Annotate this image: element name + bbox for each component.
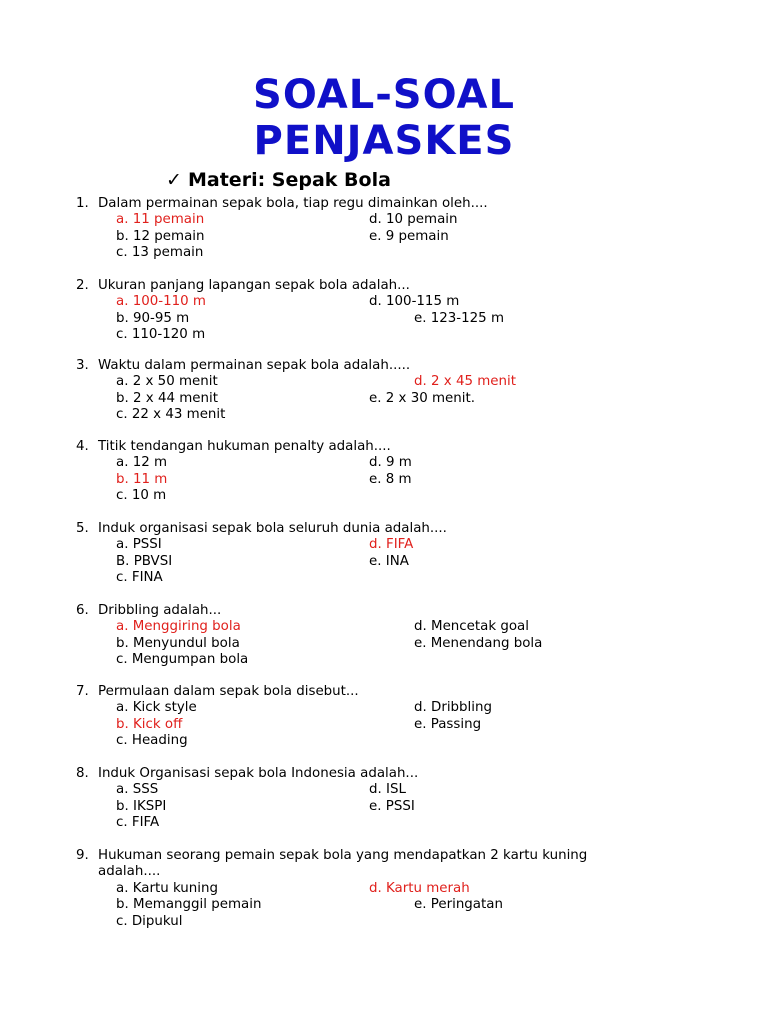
question-9: [0, 848, 768, 944]
option-d: d. 9 m: [369, 455, 412, 471]
option-a: a. SSS: [116, 782, 159, 798]
question-6: [0, 603, 768, 683]
option-d: d. 100-115 m: [369, 294, 460, 310]
option-c: c. Heading: [116, 733, 188, 749]
option-d: d. 10 pemain: [369, 212, 458, 228]
option-b: B. PBVSI: [116, 553, 173, 569]
question-2: [0, 278, 768, 358]
question-8: [0, 766, 768, 846]
option-b: b. 90-95 m: [116, 310, 190, 326]
checkmark-icon: ✓: [166, 169, 182, 191]
question-number: 8.: [76, 766, 89, 781]
question-number: 6.: [76, 603, 89, 618]
option-c: c. 110-120 m: [116, 327, 206, 343]
question-stem: Hukuman seorang pemain sepak bola yang mendapatkan 2 kartu kuning: [98, 848, 588, 863]
question-stem: Waktu dalam permainan sepak bola adalah.....: [98, 358, 411, 373]
question-number: 9.: [76, 848, 89, 863]
option-b: b. Kick off: [116, 716, 183, 732]
option-a: a. 2 x 50 menit: [116, 374, 218, 390]
option-c: c. Dipukul: [116, 913, 183, 929]
question-number: 5.: [76, 521, 89, 536]
option-a: a. 12 m: [116, 455, 168, 471]
question-number: 3.: [76, 358, 89, 373]
option-c: c. FINA: [116, 570, 163, 586]
option-e: e. 2 x 30 menit.: [369, 390, 476, 406]
option-c: c. 22 x 43 menit: [116, 407, 226, 423]
subject-heading: [166, 167, 391, 193]
option-e: e. 8 m: [369, 471, 412, 487]
option-e: e. INA: [369, 553, 409, 569]
subject-label: Materi: Sepak Bola: [188, 169, 391, 191]
question-stem: Dribbling adalah...: [98, 603, 222, 618]
option-b: b. IKSPI: [116, 798, 167, 814]
option-d: d. Dribbling: [414, 700, 492, 716]
option-e: e. PSSI: [369, 798, 415, 814]
question-4: [0, 439, 768, 519]
option-b: b. Memanggil pemain: [116, 897, 262, 913]
option-d: d. 2 x 45 menit: [414, 374, 517, 390]
question-stem: Dalam permainan sepak bola, tiap regu dimainkan oleh....: [98, 196, 488, 211]
question-number: 2.: [76, 278, 89, 293]
question-7: [0, 684, 768, 764]
option-e: e. Menendang bola: [414, 635, 543, 651]
option-c: c. 13 pemain: [116, 245, 204, 261]
question-stem: Ukuran panjang lapangan sepak bola adalah...: [98, 278, 410, 293]
option-c: c. 10 m: [116, 488, 167, 504]
question-stem: Induk Organisasi sepak bola Indonesia adalah...: [98, 766, 419, 781]
option-d: d. FIFA: [369, 537, 414, 553]
option-a: a. Menggiring bola: [116, 619, 241, 635]
question-stem: Permulaan dalam sepak bola disebut...: [98, 684, 359, 699]
question-5: [0, 521, 768, 601]
option-e: e. 123-125 m: [414, 310, 505, 326]
option-e: e. 9 pemain: [369, 228, 449, 244]
option-d: d. Mencetak goal: [414, 619, 529, 635]
question-1: [0, 196, 768, 276]
option-a: a. 100-110 m: [116, 294, 206, 310]
option-d: d. Kartu merah: [369, 880, 470, 896]
option-a: a. 11 pemain: [116, 212, 205, 228]
option-c: c. Mengumpan bola: [116, 652, 249, 668]
option-b: b. Menyundul bola: [116, 635, 240, 651]
question-stem: Induk organisasi sepak bola seluruh dunia adalah....: [98, 521, 447, 536]
option-a: a. Kick style: [116, 700, 197, 716]
question-stem: Titik tendangan hukuman penalty adalah....: [98, 439, 391, 454]
document-title-line-2: PENJASKES: [253, 118, 515, 164]
option-a: a. Kartu kuning: [116, 880, 218, 896]
option-b: b. 11 m: [116, 471, 168, 487]
question-3: [0, 358, 768, 438]
option-d: d. ISL: [369, 782, 406, 798]
question-number: 4.: [76, 439, 89, 454]
question-stem-continued: adalah....: [98, 864, 161, 880]
option-a: a. PSSI: [116, 537, 162, 553]
option-b: b. 12 pemain: [116, 228, 205, 244]
option-b: b. 2 x 44 menit: [116, 390, 219, 406]
document-title-line-1: SOAL-SOAL: [253, 72, 515, 118]
question-number: 7.: [76, 684, 89, 699]
question-number: 1.: [76, 196, 89, 211]
option-c: c. FIFA: [116, 815, 160, 831]
option-e: e. Peringatan: [414, 897, 503, 913]
option-e: e. Passing: [414, 716, 482, 732]
